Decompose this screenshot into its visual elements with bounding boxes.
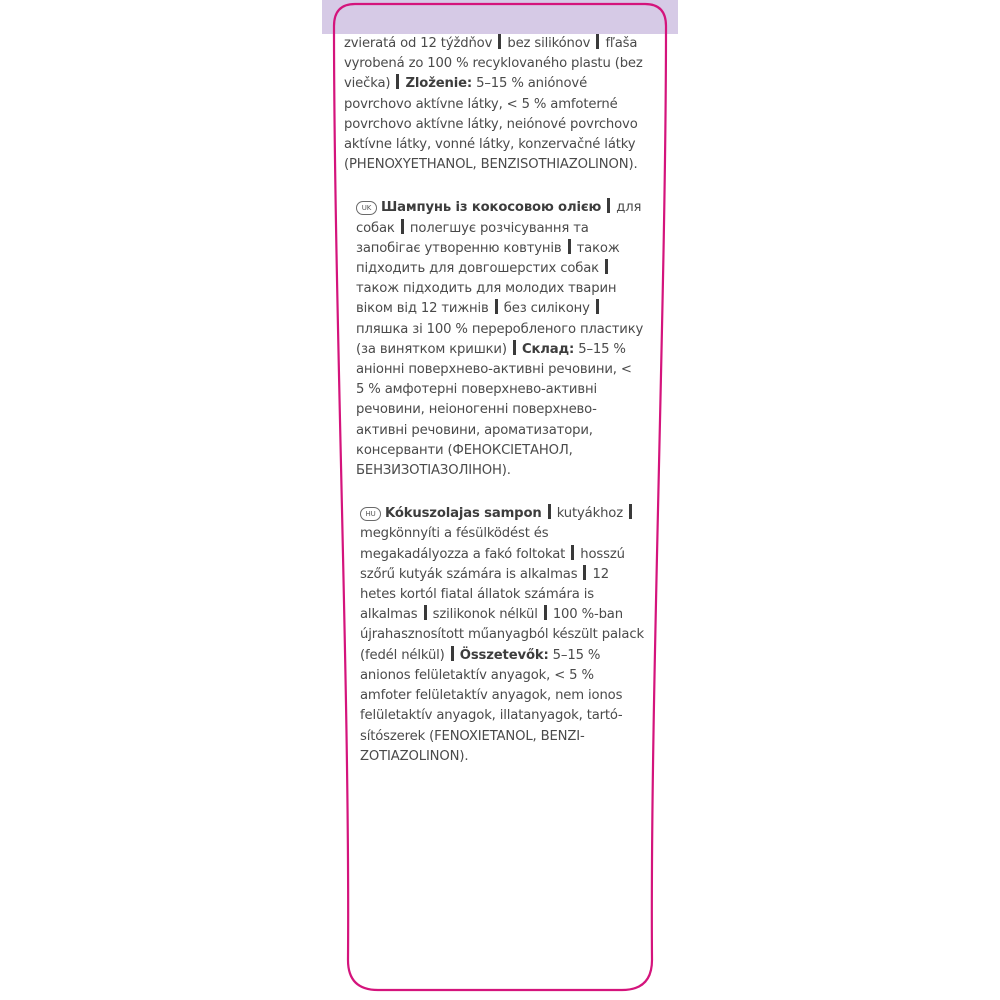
uk-text-4: також підходить для молодих тварин віком від 12 тижнів [356, 281, 617, 317]
hu-text-6: 100 %-ban újrahasznosított műanyagból készült palack (fedél nélkül) [360, 607, 644, 663]
separator-bar [629, 504, 632, 519]
separator-bar [495, 299, 498, 314]
uk-composition-heading: Склад: [521, 341, 575, 357]
sk-text-1: zvieratá od 12 týždňov [344, 36, 493, 51]
hu-composition-heading: Összetevők: [459, 647, 549, 663]
uk-composition-text: 5–15 % аніонні поверхнево-активні речовини, < 5 % амфотерні поверхнево-активні речовини, неіоногенні поверхнево-активні речовини, ароматизатори, консерванти (ФЕНОКСІЕТАНОЛ, БЕНЗИЗОТІАЗОЛІНОН). [356, 341, 632, 479]
separator-bar [401, 219, 404, 234]
separator-bar [596, 34, 599, 49]
uk-text-5: без силікону [503, 301, 590, 317]
separator-bar [568, 239, 571, 254]
uk-language-badge: UK [356, 201, 377, 215]
separator-bar [424, 605, 427, 620]
sk-composition-heading: Zloženie: [405, 76, 473, 92]
uk-text-6: пляшка зі 100 % переробленого пластику (за винятком кришки) [356, 321, 644, 357]
separator-bar [607, 198, 610, 213]
hu-section [344, 504, 644, 767]
hu-text-4: 12 hetes kortól fiatal állatok számára is alkalmas [360, 566, 610, 623]
separator-bar [596, 299, 599, 314]
hu-language-badge: HU [360, 507, 381, 521]
sk-text-3: fľaša vyrobená zo 100 % recyklovaného plastu (bez viečka) [344, 36, 643, 92]
sk-section [344, 34, 644, 175]
hu-text-5: szilikonok nélkül [432, 607, 538, 623]
hu-text-3: hosszú szőrű kutyák számára is alkalmas [360, 546, 625, 582]
hu-product-title: Kókuszolajas sampon [385, 506, 542, 522]
uk-section [344, 198, 644, 481]
uk-text-2: полегшує розчісування та запобігає утворенню ковтунів [356, 220, 589, 256]
hu-text-1: kutyákhoz [556, 506, 623, 522]
sk-composition-text: 5–15 % aniónové povrchovo aktívne látky, < 5 % amfoterné povrchovo aktívne látky, neiónové povrchovo aktívne látky, vonné látky, konzervačné látky (PHENOXYETHANOL, BENZISOTHIAZOLINON). [344, 76, 638, 173]
hu-composition-text: 5–15 % anionos felületaktív anyagok, < 5 % amfoter felületaktív anyagok, nem ionos felületaktív anyagok, illatanyagok, tartósítószerek (FENOXIETANOL, BENZIZOTIAZOLINON). [360, 647, 623, 764]
separator-bar [571, 545, 574, 560]
separator-bar [605, 259, 608, 274]
separator-bar [513, 340, 516, 355]
separator-bar [548, 504, 551, 519]
separator-bar [451, 646, 454, 661]
uk-text-3: також підходить для довгошерстих собак [356, 240, 620, 277]
separator-bar [396, 74, 399, 89]
hu-text-2: megkönnyíti a fésülködést és megakadályozza a fakó foltokat [360, 526, 566, 562]
label-text-block [344, 34, 644, 790]
uk-text-1: для собак [356, 200, 642, 236]
uk-product-title: Шампунь із кокосовою олією [381, 200, 602, 216]
separator-bar [583, 565, 586, 580]
separator-bar [544, 605, 547, 620]
separator-bar [498, 34, 501, 49]
sk-text-2: bez silikónov [507, 36, 591, 51]
